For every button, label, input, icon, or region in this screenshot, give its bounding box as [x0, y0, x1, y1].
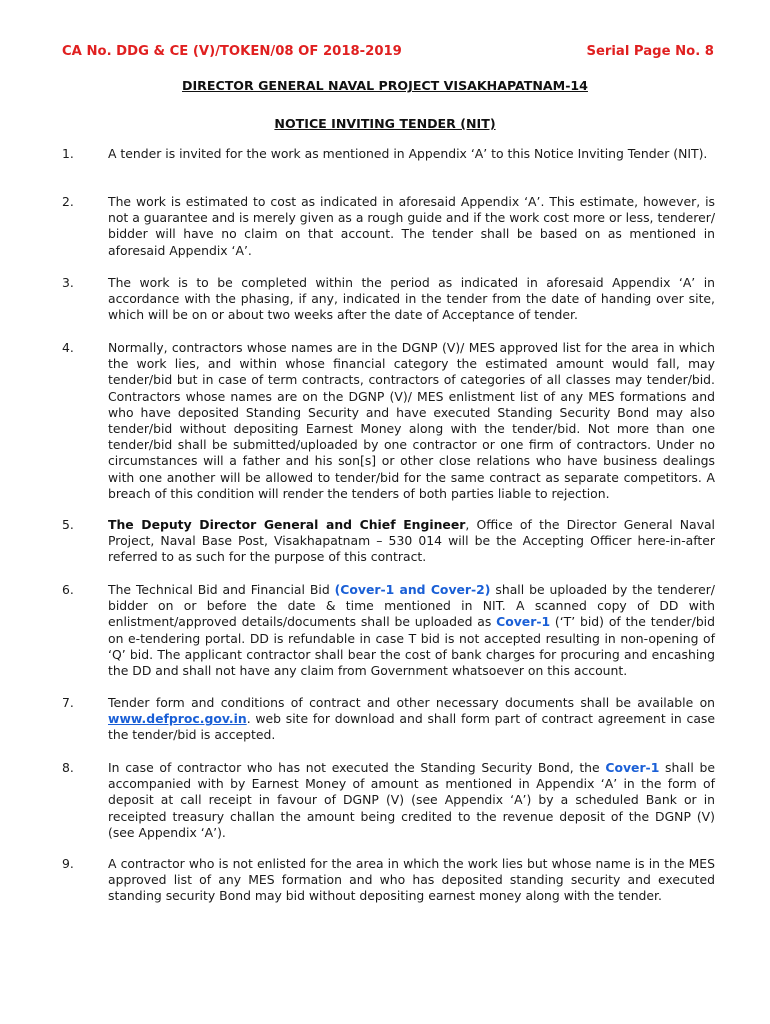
- cover-highlight: Cover-1: [605, 760, 660, 775]
- paragraph-number: 5.: [62, 517, 74, 532]
- paragraph-number: 7.: [62, 695, 74, 710]
- paragraph-text: Tender form and conditions of contract and other necessary documents shall be available on www.defproc.gov.in. web site for download and shall form part of contract agreement in case the tender/bid is accepted.: [108, 695, 715, 743]
- paragraph-number: 2.: [62, 194, 74, 209]
- paragraph-text: In case of contractor who has not executed the Standing Security Bond, the Cover-1 shall be accompanied with by Earnest Money of amount as mentioned in Appendix ‘A’ in the form of deposit at call receipt in favour of DGNP (V) (see Appendix ‘A’) by a scheduled Bank or in receipted treasury challan the amount being credited to the revenue deposit of the DGNP (V) (see Appendix ‘A’).: [108, 760, 715, 840]
- paragraph-text: The work is to be completed within the period as indicated in aforesaid Appendix ‘A’ in accordance with the phasing, if any, indicated in the tender from the date of handing over site, which will be on or about two weeks after the date of Acceptance of tender.: [108, 275, 715, 323]
- document-title: DIRECTOR GENERAL NAVAL PROJECT VISAKHAPATNAM-14: [182, 78, 588, 93]
- paragraph-text: The Deputy Director General and Chief Engineer, Office of the Director General Naval Project, Naval Base Post, Visakhapatnam – 530 014 will be the Accepting Officer here-in-after referred to as such for the purpose of this contract.: [108, 517, 715, 565]
- paragraph-text: A contractor who is not enlisted for the area in which the work lies but whose name is in the MES approved list of any MES formation and who has deposited standing security and executed standing security Bond may bid without depositing earnest money along with the tender.: [108, 856, 715, 904]
- paragraph-text: The Technical Bid and Financial Bid (Cover-1 and Cover-2) shall be uploaded by the tenderer/ bidder on or before the date & time mentioned in NIT. A scanned copy of DD with enlistment/approved details/documents shall be uploaded as Cover-1 (‘T’ bid) of the tender/bid on e-tendering portal. DD is refundable in case T bid is not accepted resulting in non-opening of ‘Q’ bid. The applicant contractor shall bear the cost of bank charges for procuring and encashing the DD and shall not have any claim from Government whatsoever on this account.: [108, 582, 715, 679]
- paragraph-number: 3.: [62, 275, 74, 290]
- accepting-officer-title: The Deputy Director General and Chief Engineer: [108, 517, 466, 532]
- paragraph-2: [62, 194, 715, 259]
- page-header: [62, 44, 714, 59]
- cover-highlight: (Cover-1 and Cover-2): [334, 582, 491, 597]
- serial-page-number: Serial Page No. 8: [586, 44, 714, 59]
- paragraph-number: 4.: [62, 340, 74, 355]
- document-subtitle: NOTICE INVITING TENDER (NIT): [274, 116, 496, 131]
- paragraph-1: [62, 146, 715, 162]
- paragraph-5: [62, 517, 715, 566]
- paragraph-text: Normally, contractors whose names are in the DGNP (V)/ MES approved list for the area in which the work lies, and within whose financial category the estimated amount would fall, may tender/bid but in case of term contracts, contractors of categories of all classes may tender/bid. Contractors whose names are on the DGNP (V)/ MES enlistment list of any MES formations and who have deposited Standing Security and have executed Standing Security Bond may also tender/bid without depositing Earnest Money along with the tender/bid. Not more than one tender/bid shall be submitted/uploaded by one contractor or one firm of contractors. Under no circumstances will a father and his son[s] or other close relations who have business dealings with one another will be allowed to tender/bid for the same contract as separate competitors. A breach of this condition will render the tenders of both parties liable to rejection.: [108, 340, 715, 501]
- paragraph-7: [62, 695, 715, 744]
- paragraph-number: 1.: [62, 146, 74, 161]
- paragraph-6: [62, 582, 715, 679]
- paragraph-4: [62, 340, 715, 502]
- paragraph-number: 6.: [62, 582, 74, 597]
- defproc-link[interactable]: www.defproc.gov.in: [108, 711, 247, 727]
- paragraph-9: [62, 856, 715, 905]
- paragraph-number: 8.: [62, 760, 74, 775]
- contract-number: CA No. DDG & CE (V)/TOKEN/08 OF 2018-2019: [62, 44, 402, 59]
- paragraph-text: A tender is invited for the work as mentioned in Appendix ‘A’ to this Notice Inviting Tender (NIT).: [108, 146, 708, 161]
- paragraph-number: 9.: [62, 856, 74, 871]
- paragraph-8: [62, 760, 715, 841]
- cover-highlight: Cover-1: [496, 614, 551, 630]
- paragraph-text: The work is estimated to cost as indicated in aforesaid Appendix ‘A’. This estimate, however, is not a guarantee and is merely given as a rough guide and if the work cost more or less, tenderer/ bidder will have no claim on that account. The tender shall be based on as mentioned in aforesaid Appendix ‘A’.: [108, 194, 715, 258]
- paragraph-3: [62, 275, 715, 324]
